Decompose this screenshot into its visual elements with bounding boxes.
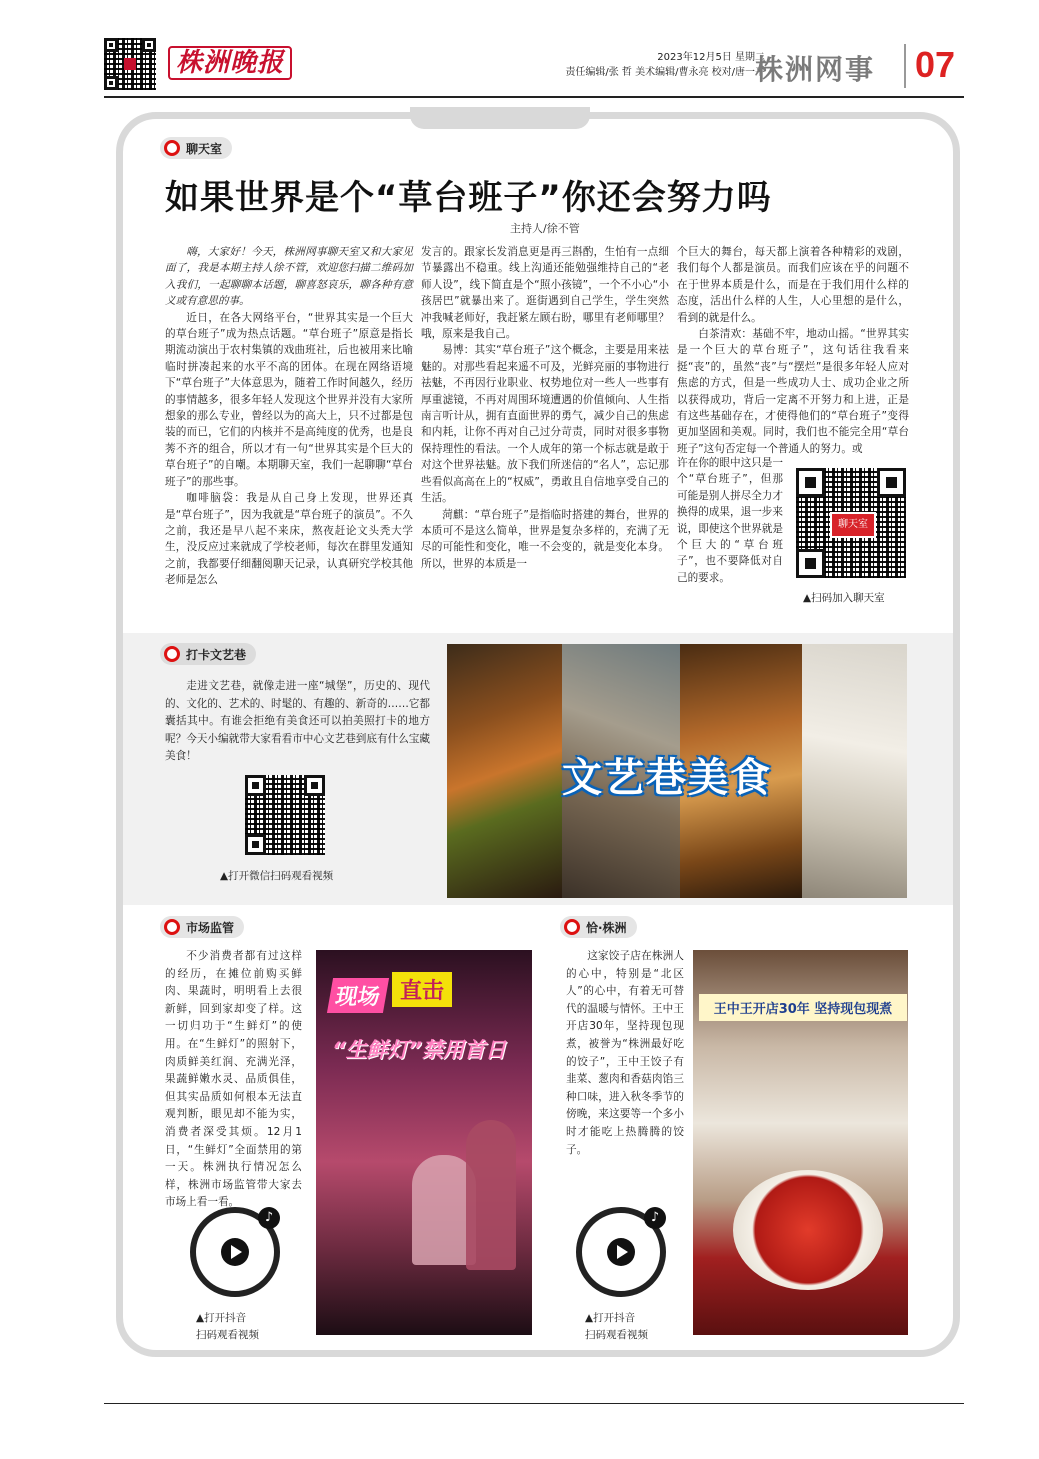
chat-column-2 (421, 244, 669, 572)
chat-column-3-tail (677, 455, 783, 586)
issue-date: 2023年12月5日 星期二 (657, 52, 765, 63)
chat-column-3 (677, 244, 909, 457)
footer-rule (104, 1403, 964, 1404)
chat-paragraph: 发言的。跟家长发消息更是再三斟酌，生怕有一点细节暴露出不稳重。线上沟通还能勉强维持自己的“老师人设”，线下简直是个“照小孩镜”，一个不小心“小孩居巴”就暴出来了。逛街遇到自己学生，学生突然冲我喊老师好，我赶紧左顾右盼，哪里有老师哪里？哦，原来是我自己。 (421, 246, 669, 341)
chat-paragraph: 个巨大的舞台，每天都上演着各种精彩的戏剧，我们每个人都是演员。而我们应该在乎的问题不在于世界本质是什么，而是在于我们用什么样的态度，活出什么样的人生，人心里想的是什么，看到的就是什么。 (677, 246, 909, 324)
article-title: 如果世界是个“草台班子”你还会努力吗 (165, 178, 772, 218)
art-qr-caption: ▲打开微信扫码观看视频 (220, 870, 334, 882)
chat-intro: 嗨，大家好！今天，株洲网事聊天室又和大家见面了，我是本期主持人徐不管，欢迎您扫描二维码加入我们，一起聊聊本话题，聊喜怒哀乐，聊各种有意义或有意思的事。 (165, 246, 413, 308)
tag-label: 聊天室 (186, 141, 223, 156)
tag-art-alley (160, 643, 256, 665)
tag-label: 打卡文艺巷 (186, 647, 247, 662)
section-name: 株洲网事 (755, 53, 876, 86)
newspaper-logo: 株洲晚报 (168, 46, 292, 80)
market-video-image[interactable] (316, 950, 532, 1335)
play-icon (221, 1238, 249, 1266)
market-video-headline: “生鲜灯”禁用首日 (332, 1038, 507, 1062)
chat-paragraph: 近日，在各大网络平台，“世界其实是一个巨大的草台班子”成为热点话题。“草台班子”原意是指长期流动演出于农村集镇的戏曲班社，后也被用来比喻临时拼凑起来的水平不高的团体。在现在网络语境下“草台班子”大体意思为，随着工作时间越久，经历的事情越多，很多年轻人发现这个世界并没有大家所想象的那么专业，曾经以为的高大上，只不过都是包装的而已，它们的内核并不是高纯度的优秀，也是良莠不齐的组合，所以才有一句“世界其实是个巨大的草台班子”的自嘲。本期聊天室，我们一起聊聊“草台班子”的那些事。 (165, 311, 413, 488)
food-photo-stirfry (447, 644, 562, 898)
tag-dot-icon (164, 919, 180, 935)
tag-dot-icon (164, 646, 180, 662)
art-text: 走进文艺巷，就像走进一座“城堡”，历史的、现代的、文化的、艺术的、时髦的、有趣的、新奇的……它都囊括其中。有谁会拒绝有美食还可以拍美照打卡的地方呢？今天小编就带大家看看市中心文艺巷到底有什么宝藏美食！ (165, 680, 430, 762)
page-number: 07 (915, 44, 956, 85)
market-scene-figure (466, 1120, 516, 1270)
tag-dot-icon (164, 140, 180, 156)
food-photo-dumplings (802, 644, 907, 898)
food-image-title: 文艺巷美食 (562, 755, 772, 801)
chat-paragraph: 许在你的眼中这只是一个“草台班子”，但那可能是别人拼尽全力才换得的成果，退一步来说，即使这个世界就是个巨大的“草台班子”，也不要降低对自己的要求。 (677, 457, 783, 584)
qr-badge: 聊天室 (830, 512, 876, 538)
chat-paragraph: 易博：其实“草台班子”这个概念，主要是用来祛魅的。对那些看起来遥不可及，光鲜亮丽的事物进行祛魅，不再因行业职业、权势地位对一些人一些事有厚重滤镜，不再对周围环境遭遇的价值倾向、人生指南言听计从，拥有直面世界的勇气，减少自己的焦虑和内耗，让你不再对自己过分苛责，同时对很多事物保持理性的看法。一个人成年的第一个标志就是敢于对这个世界祛魅。放下我们所迷信的“名人”，忘记那些看似高高在上的“权威”，勇敢且自信地享受自己的生活。 (421, 344, 669, 505)
header-rule (104, 96, 964, 98)
chat-paragraph: 菏麒：“草台班子”是指临时搭建的舞台，世界的本质可不是这么简单，世界是复杂多样的，充满了无尽的可能性和变化，唯一不会变的，就是变化本身。所以，世界的本质是一 (421, 508, 669, 570)
chat-paragraph: 咖啡脑袋：我是从自己身上发现，世界还真是“草台班子”，因为我就是“草台班子的演员”。不久之前，我还是早八起不来床，熬夜赶论文头秃大学生，没反应过来就成了学校老师，每次在群里发通知之前，我都要仔细翻阅聊天记录，认真研究学校其他老师是怎么 (165, 492, 413, 587)
phone-frame-notch (410, 107, 590, 129)
live-badge-2: 直击 (392, 972, 452, 1007)
art-qr-code[interactable] (245, 775, 325, 855)
tag-dot-icon (564, 919, 580, 935)
play-icon (607, 1238, 635, 1266)
market-text: 不少消费者都有过这样的经历，在摊位前购买鲜肉、果蔬时，明明看上去很新鲜，回到家却变了样。这一切归功于“生鲜灯”的使用。在“生鲜灯”的照射下，肉质鲜美红润、充满光泽，果蔬鲜嫩水灵、品质俱佳，但其实品质如何根本无法直观判断，眼见却不能为实，消费者深受其烦。12月1日，“生鲜灯”全面禁用的第一天。株洲执行情况怎么样，株洲市场监管带大家去市场上看一看。 (165, 950, 302, 1209)
dumpling-caption: ▲打开抖音 扫码观看视频 (585, 1312, 648, 1341)
chat-qr-caption: ▲扫码加入聊天室 (803, 592, 885, 604)
header-divider (904, 44, 906, 88)
chat-column-1 (165, 244, 413, 589)
douyin-icon: ♪ (258, 1207, 280, 1229)
tag-label: 恰·株洲 (586, 920, 627, 935)
douyin-icon: ♪ (644, 1207, 666, 1229)
tag-market (160, 916, 244, 938)
live-badge: 现场 (327, 978, 389, 1013)
header-qr-code[interactable] (104, 38, 156, 90)
dumpling-video-image[interactable] (693, 950, 908, 1335)
chat-paragraph: 白茶清欢：基础不牢，地动山摇。“世界其实是一个巨大的草台班子”，这句话往我看来挺“丧”的，虽然“丧”与“摆烂”是很多年轻人应对焦虑的方式，但是一些成功人士、成功企业之所以获得成功，背后一定离不开努力和上进，正是有这些基础存在，才使得他们的“草台班子”变得更加坚固和美观。同时，我们也不能完全用“草台班子”这句否定每一个普通人的努力。或 (677, 328, 909, 455)
chat-qr-code[interactable] (796, 468, 906, 578)
editors-line: 责任编辑/张 哲 美术编辑/曹永亮 校对/唐一平 (565, 67, 765, 78)
douyin-qr-market[interactable] (190, 1207, 280, 1297)
host-byline: 主持人/徐不管 (510, 222, 580, 235)
food-collage-image[interactable] (447, 644, 907, 898)
tag-qia-zhuzhou (560, 916, 637, 938)
dumpling-text: 这家饺子店在株洲人的心中，特别是“北区人”的心中，有着无可替代的温暖与情怀。王中王开店30年，坚持现包现煮，被誉为“株洲最好吃的饺子”，王中王饺子有韭菜、葱肉和香菇肉馅三种口味，进入秋冬季节的傍晚，来这要等一个多小时才能吃上热腾腾的饺子。 (566, 950, 684, 1156)
tag-chat-room (160, 137, 232, 159)
dumpling-bowl (733, 1170, 883, 1290)
market-caption: ▲打开抖音 扫码观看视频 (196, 1312, 259, 1341)
tag-label: 市场监管 (186, 920, 235, 935)
dumpling-video-headline: 王中王开店30年 坚持现包现煮 (699, 994, 907, 1021)
douyin-qr-dumpling[interactable] (576, 1207, 666, 1297)
